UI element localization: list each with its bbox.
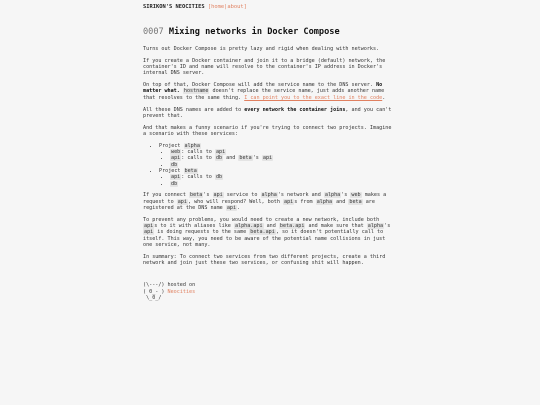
site-name: SIRIKON'S NEOCITIES <box>143 4 205 10</box>
text: Project <box>159 142 184 149</box>
code: api <box>262 155 273 162</box>
code: api <box>215 149 226 156</box>
code: beta <box>239 155 252 162</box>
code-hostname: hostname <box>183 88 209 95</box>
code: db <box>215 155 223 162</box>
text: 's <box>252 155 262 162</box>
text: : calls to <box>181 149 215 156</box>
nav-bracket-close: ] <box>243 4 247 10</box>
text: If you connect <box>143 192 190 199</box>
text: . <box>382 94 386 101</box>
text: s from <box>294 198 316 205</box>
text: To prevent any problems, you would need to create a new network, include both <box>143 216 380 223</box>
code: api <box>284 198 294 205</box>
code: api <box>177 198 187 205</box>
code: beta.api <box>250 229 275 236</box>
code: db <box>171 180 178 187</box>
text: is doing requests to the same <box>154 229 250 236</box>
footer <box>143 282 395 301</box>
text: and <box>263 223 279 230</box>
text: 's network and <box>277 192 324 199</box>
paragraph-1: Turns out Docker Compose is pretty lazy and rigid when dealing with networks. <box>143 46 380 52</box>
code: alpha <box>324 192 341 199</box>
paragraph-4 <box>143 107 395 120</box>
sub-list <box>159 174 395 187</box>
nav-bracket-open: [ <box>207 4 212 10</box>
code: alpha.api <box>234 223 263 230</box>
list-item <box>159 168 395 187</box>
post-title <box>143 27 395 38</box>
text: service to <box>223 192 261 199</box>
code: web <box>171 149 181 156</box>
code: api <box>171 174 181 181</box>
source-code-link[interactable]: I can point you to the exact line in the code <box>244 94 383 101</box>
text: 's <box>341 192 351 199</box>
nav <box>208 4 247 10</box>
footer-line: \_0_/ <box>143 294 162 301</box>
text: and <box>333 198 349 205</box>
text: 's <box>203 192 213 199</box>
code: alpha <box>316 198 333 205</box>
sub-list <box>159 149 395 168</box>
post-number: 0007 <box>143 27 164 37</box>
code: api <box>213 192 223 199</box>
nav-pipe: | <box>224 4 228 10</box>
text: makes a request to <box>143 192 387 205</box>
nav-about-link[interactable]: about <box>227 4 244 10</box>
text: , so it doesn't potentially call to itself. This way, you need to be aware of the potential name collisions in just one service, not many. <box>143 229 386 248</box>
text: All these DNS names are added to <box>143 106 245 113</box>
page <box>143 4 395 301</box>
paragraph-3 <box>143 82 395 101</box>
text: , who will respond? Well, both <box>187 198 284 205</box>
text: and <box>223 155 239 162</box>
text: : calls to <box>181 155 215 162</box>
footer-line: (\---/) hosted on <box>143 282 196 289</box>
text: are registered at the DNS name <box>143 198 375 211</box>
site-header <box>143 4 395 11</box>
code: api <box>144 229 154 236</box>
paragraph-6 <box>143 192 395 211</box>
text: doesn't replace the service name, just adds another name that resolves to the same thing. <box>143 88 385 101</box>
text: . <box>237 204 241 211</box>
bold-text: every network the container joins <box>244 106 346 113</box>
paragraph-7 <box>143 217 395 248</box>
paragraph-8: In summary: To connect two services from two different projects, create a third network and join just these two services, or confusing shit will happen. <box>143 253 386 267</box>
code: web <box>351 192 361 199</box>
post-title-text: Mixing networks in Docker Compose <box>168 27 340 37</box>
code: beta <box>349 198 362 205</box>
paragraph-5: And that makes a funny scenario if you're trying to connect two projects. Imagine a scenario with these services: <box>143 124 392 137</box>
neocities-link[interactable]: Neocities <box>167 288 196 295</box>
code: db <box>171 161 178 168</box>
list-item <box>170 181 395 187</box>
project-list <box>143 143 395 187</box>
text: s to it with aliases like <box>154 223 234 230</box>
code: beta.api <box>279 223 305 230</box>
code: beta <box>190 192 203 199</box>
code: beta <box>184 167 197 174</box>
nav-home-link[interactable]: home <box>211 4 225 10</box>
footer-line: ( 0_- ) <box>143 288 168 295</box>
code: alpha <box>367 223 384 230</box>
code: alpha <box>184 142 200 149</box>
code: api <box>144 223 154 230</box>
text: On top of that, Docker Compose will add the service name to the DNS server. <box>143 82 377 89</box>
text: , and you can't prevent that. <box>143 106 392 119</box>
paragraph-2: If you create a Docker container and join it to a bridge (default) network, the container's ID and name will resolve to the container's IP address in Docker's internal DNS server. <box>143 57 386 77</box>
code: db <box>215 174 223 181</box>
code: api <box>226 204 237 211</box>
code: alpha <box>261 192 277 199</box>
text: and make sure that <box>305 223 367 230</box>
text: : calls to <box>181 174 215 181</box>
code: api <box>171 155 181 162</box>
text: 's <box>384 223 391 230</box>
bold-text: No matter what. <box>143 82 383 95</box>
text: Project <box>159 167 184 174</box>
list-item <box>159 143 395 168</box>
